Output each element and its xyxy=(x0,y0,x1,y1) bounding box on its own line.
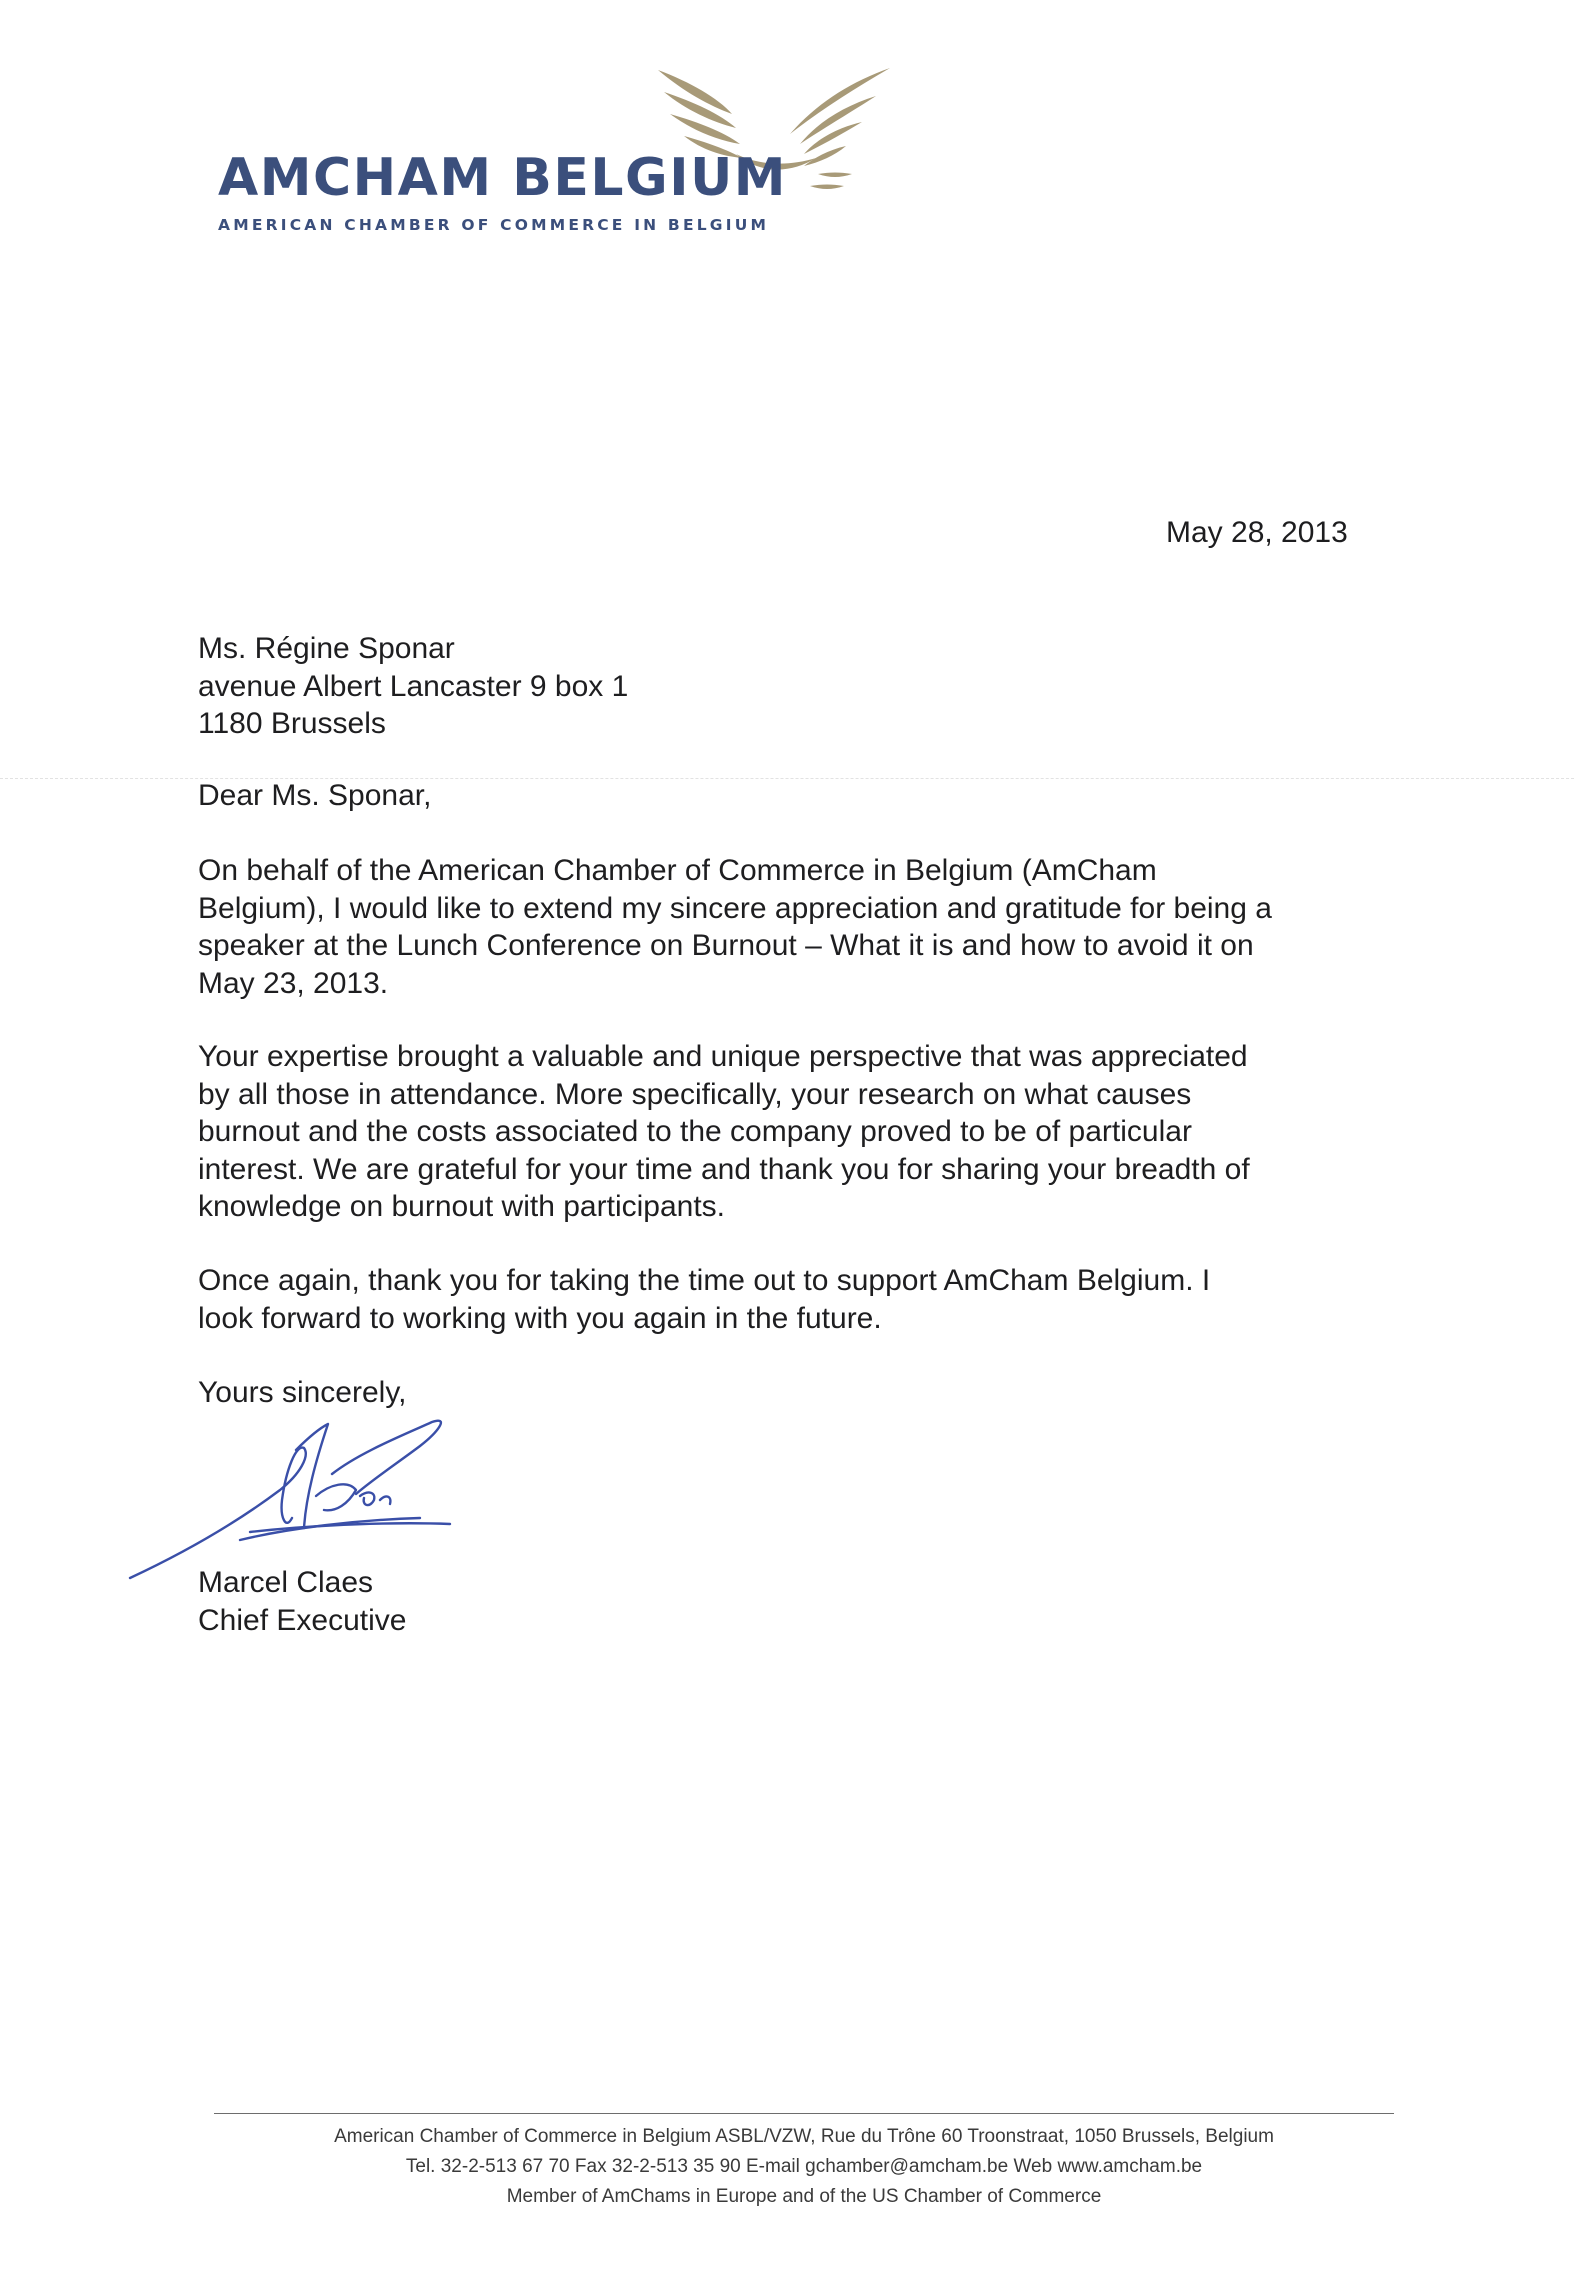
paragraph-line: Belgium), I would like to extend my sincere appreciation and gratitude for being a xyxy=(198,891,1272,925)
paragraph-line: On behalf of the American Chamber of Commerce in Belgium (AmCham xyxy=(198,854,1157,887)
recipient-name: Ms. Régine Sponar xyxy=(198,632,455,665)
footer-contact-info xyxy=(214,2122,1394,2212)
paragraph-line: by all those in attendance. More specifically, your research on what causes xyxy=(198,1077,1192,1111)
footer-address: American Chamber of Commerce in Belgium ASBL/VZW, Rue du Trône 60 Troonstraat, 1050 Brussels, Belgium xyxy=(334,2126,1274,2147)
closing: Yours sincerely, xyxy=(198,1376,407,1409)
paragraph-line: knowledge on burnout with participants. xyxy=(198,1190,725,1223)
signer-title: Chief Executive xyxy=(198,1603,407,1637)
paragraph-line: May 23, 2013. xyxy=(198,966,389,1000)
handwritten-signature xyxy=(120,1400,460,1590)
letter-date: May 28, 2013 xyxy=(1166,516,1348,549)
salutation: Dear Ms. Sponar, xyxy=(198,779,432,812)
paragraph-line: speaker at the Lunch Conference on Burnout – What it is and how to avoid it on xyxy=(198,929,1254,962)
paragraph-line: Your expertise brought a valuable and unique perspective that was appreciated xyxy=(198,1040,1248,1073)
body-paragraph-2 xyxy=(198,1038,1250,1226)
footer-membership: Member of AmChams in Europe and of the US Chamber of Commerce xyxy=(506,2186,1102,2207)
paragraph-line: interest. We are grateful for your time and thank you for sharing your breadth of xyxy=(198,1152,1250,1186)
footer-contact: Tel. 32-2-513 67 70 Fax 32-2-513 35 90 E-mail gchamber@amcham.be Web www.amcham.be xyxy=(405,2156,1203,2177)
body-paragraph-3 xyxy=(198,1262,1210,1337)
organization-logotype: AMCHAM BELGIUM xyxy=(218,148,788,208)
paragraph-line: look forward to working with you again in the future. xyxy=(198,1301,882,1335)
recipient-address xyxy=(198,630,628,743)
footer-divider xyxy=(214,2113,1394,2114)
paragraph-line: burnout and the costs associated to the company proved to be of particular xyxy=(198,1115,1192,1148)
body-paragraph-1 xyxy=(198,852,1272,1002)
paragraph-line: Once again, thank you for taking the time out to support AmCham Belgium. I xyxy=(198,1264,1211,1297)
recipient-street: avenue Albert Lancaster 9 box 1 xyxy=(198,669,629,703)
signer-block xyxy=(198,1564,406,1639)
recipient-city: 1180 Brussels xyxy=(198,707,386,740)
signer-name: Marcel Claes xyxy=(198,1566,374,1599)
organization-tagline: AMERICAN CHAMBER OF COMMERCE IN BELGIUM xyxy=(218,216,770,234)
